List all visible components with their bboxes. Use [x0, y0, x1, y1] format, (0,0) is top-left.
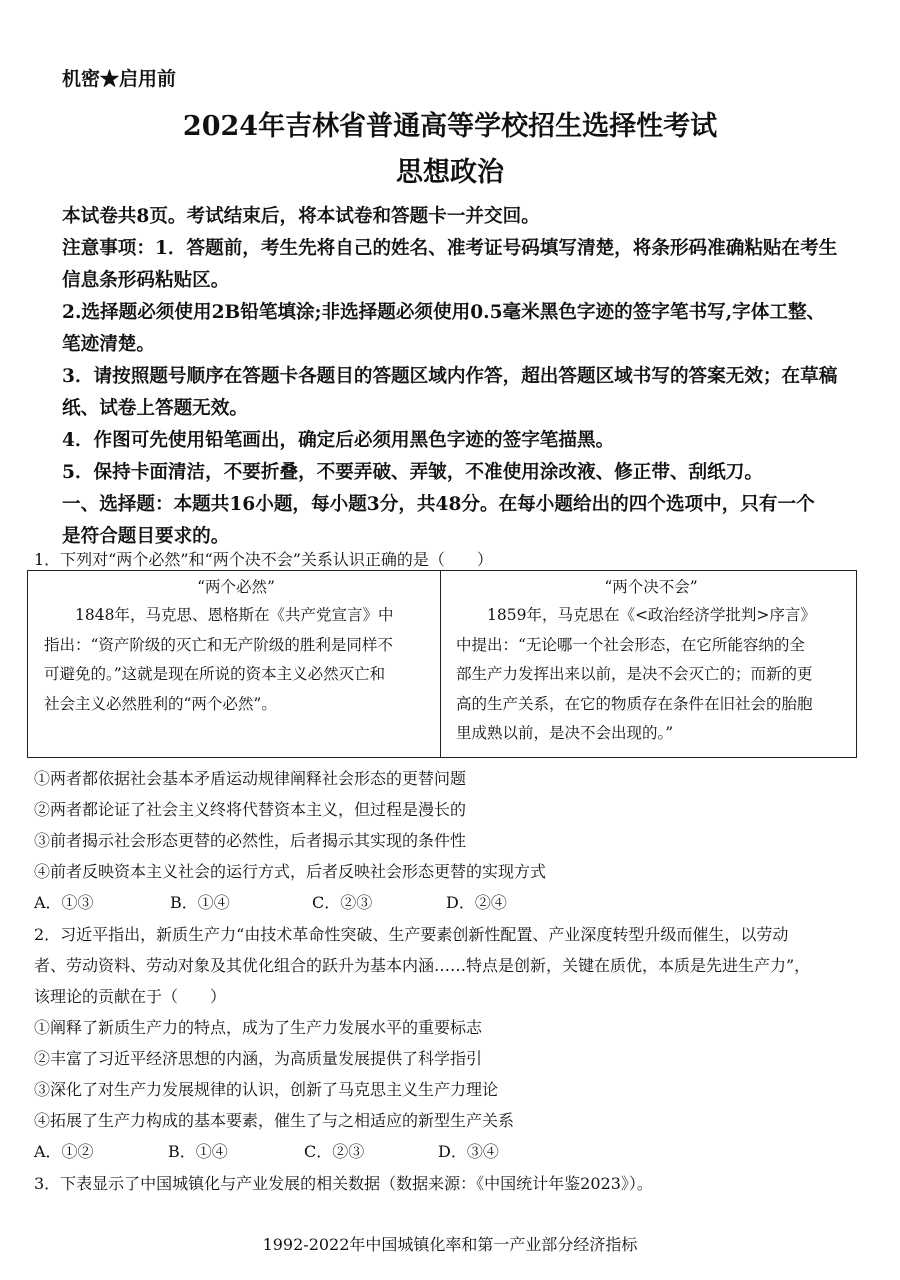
section1-heading-line2: 是符合题目要求的。 — [62, 526, 230, 547]
confidential-label: 机密★启用前 — [62, 68, 177, 90]
instruction-note5: 5．保持卡面清洁，不要折叠，不要弄破、弄皱，不准使用涂改液、修正带、刮纸刀。 — [62, 462, 763, 483]
q2-item: ③深化了对生产力发展规律的认识，创新了马克思主义生产力理论 — [34, 1080, 499, 1099]
instruction-note2-line1: 2.选择题必须使用2B铅笔填涂;非选择题必须使用0.5毫米黑色字迹的签字笔书写,字体工整、 — [62, 302, 826, 323]
subject-title: 思想政治 — [396, 157, 504, 188]
q3-table-caption: 1992-2022年中国城镇化率和第一产业部分经济指标 — [262, 1235, 638, 1254]
q1-left-cell — [44, 571, 428, 719]
q3-stem: 3．下表显示了中国城镇化与产业发展的相关数据（数据来源：《中国统计年鉴2023》）。 — [34, 1174, 653, 1193]
q1-choice-c[interactable]: C．②③ — [312, 893, 373, 912]
q2-item: ②丰富了习近平经济思想的内涵，为高质量发展提供了科学指引 — [34, 1049, 483, 1068]
q2-choice-a[interactable]: A．①② — [34, 1142, 94, 1161]
q1-left-line: 社会主义必然胜利的“两个必然”。 — [44, 694, 277, 713]
q1-choice-b[interactable]: B．①④ — [170, 893, 230, 912]
q1-right-cell — [456, 571, 846, 749]
q1-right-line: 1859年，马克思在《<政治经济学批判>序言》 — [487, 606, 816, 624]
q2-choices — [34, 1139, 499, 1162]
q1-choice-d[interactable]: D．②④ — [446, 893, 507, 912]
q1-left-line: 指出：“资产阶级的灭亡和无产阶级的胜利是同样不 — [44, 635, 393, 654]
instruction-note4: 4．作图可先使用铅笔画出，确定后必须用黑色字迹的签字笔描黑。 — [62, 430, 615, 451]
q2-item: ④拓展了生产力构成的基本要素，催生了与之相适应的新型生产关系 — [34, 1111, 515, 1130]
q2-item: ①阐释了新质生产力的特点，成为了生产力发展水平的重要标志 — [34, 1018, 483, 1037]
q1-item: ④前者反映资本主义社会的运行方式，后者反映社会形态更替的实现方式 — [34, 862, 547, 881]
instruction-note1-line2: 信息条形码粘贴区。 — [62, 270, 230, 291]
q1-left-line: 1848年，马克思、恩格斯在《共产党宣言》中 — [75, 606, 394, 624]
q2-stem-line3: 该理论的贡献在于（ ） — [34, 987, 227, 1006]
q2-choice-c[interactable]: C．②③ — [304, 1142, 365, 1161]
q2-choice-d[interactable]: D．③④ — [438, 1142, 499, 1161]
q1-choice-a[interactable]: A．①③ — [34, 893, 94, 912]
q1-stem: 1．下列对“两个必然”和“两个决不会”关系认识正确的是（ ） — [34, 550, 493, 569]
q1-right-line: 里成熟以前，是决不会出现的。” — [456, 724, 674, 742]
instruction-intro: 本试卷共8页。考试结束后，将本试卷和答题卡一并交回。 — [62, 206, 540, 227]
instruction-note2-line2: 笔迹清楚。 — [62, 334, 155, 355]
q1-item: ①两者都依据社会基本矛盾运动规律阐释社会形态的更替问题 — [34, 769, 467, 788]
q1-item: ②两者都论证了社会主义终将代替资本主义，但过程是漫长的 — [34, 800, 467, 819]
q1-right-line: 中提出：“无论哪一个社会形态，在它所能容纳的全 — [456, 635, 805, 654]
table-divider — [440, 571, 441, 757]
q2-choice-b[interactable]: B．①④ — [168, 1142, 228, 1161]
q1-left-line: 可避免的。”这就是现在所说的资本主义必然灭亡和 — [44, 665, 386, 683]
q2-stem-line1: 2．习近平指出，新质生产力“由技术革命性突破、生产要素创新性配置、产业深度转型升级而催生，以劳动 — [34, 925, 789, 944]
exam-title: 2024年吉林省普通高等学校招生选择性考试 — [182, 111, 718, 142]
q2-stem-line2: 者、劳动资料、劳动对象及其优化组合的跃升为基本内涵……特点是创新，关键在质优，本质是先进生产力”， — [34, 956, 811, 975]
instruction-note3-line1: 3．请按照题号顺序在答题卡各题目的答题区域内作答，超出答题区域书写的答案无效；在草稿 — [62, 366, 838, 387]
q1-comparison-table — [27, 570, 857, 758]
instruction-note3-line2: 纸、试卷上答题无效。 — [62, 398, 248, 419]
q1-choices — [34, 890, 507, 913]
section1-heading-line1: 一、选择题：本题共16小题，每小题3分，共48分。在每小题给出的四个选项中，只有一个 — [62, 494, 815, 515]
q1-right-line: 部生产力发挥出来以前，是决不会灭亡的；而新的更 — [456, 665, 813, 683]
q1-right-title: “两个决不会” — [604, 578, 698, 596]
instruction-note1-line1: 注意事项：1．答题前，考生先将自己的姓名、准考证号码填写清楚，将条形码准确粘贴在考生 — [62, 238, 838, 259]
q1-item: ③前者揭示社会形态更替的必然性，后者揭示其实现的条件性 — [34, 831, 467, 850]
q1-right-line: 高的生产关系，在它的物质存在条件在旧社会的胎胞 — [456, 694, 813, 713]
q1-left-title: “两个必然” — [197, 578, 275, 596]
